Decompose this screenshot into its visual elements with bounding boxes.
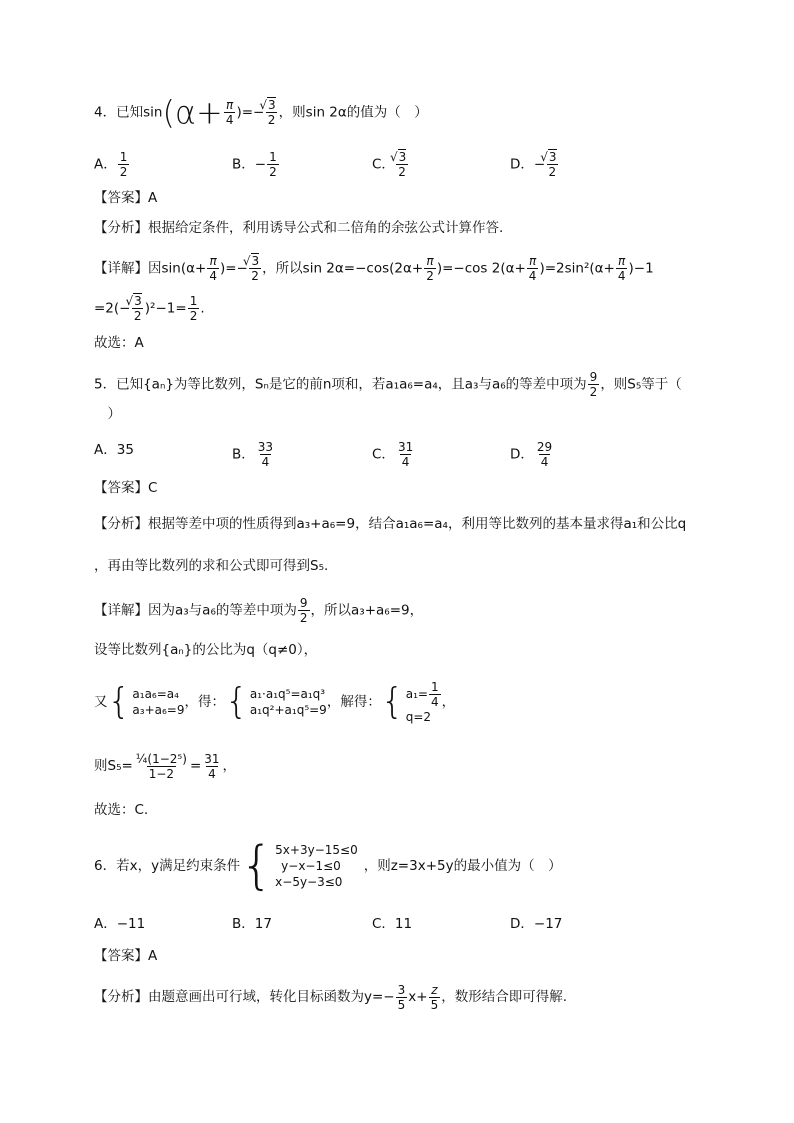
q4-pi-frac	[224, 98, 236, 127]
q5-brace-1: {	[107, 681, 131, 722]
q6-analysis-c: ，数形结合即可得解.	[441, 989, 568, 1005]
q4-four: 4	[225, 113, 234, 127]
q5-b-num: 33	[257, 440, 274, 454]
q4-detail-mid: )=−	[219, 260, 248, 277]
q4-c-label: C．	[372, 156, 395, 173]
q5-sys3-den: 4	[430, 694, 439, 709]
q5-detail-num: 9	[299, 596, 308, 610]
q5-sum-rnum: 31	[204, 751, 220, 766]
q4-b-num: 1	[269, 150, 277, 164]
q5-detail	[94, 596, 423, 625]
q4-detail-four3: 4	[528, 269, 537, 283]
q5-sys3-l2: q=2	[405, 709, 432, 724]
q4-line2-den: 2	[189, 309, 198, 323]
q6-analysis-num1: 3	[397, 982, 406, 997]
q4-line2-c: .	[200, 300, 205, 317]
q6-brace: {	[240, 836, 274, 896]
q6-analysis-num2: z	[431, 982, 438, 997]
q6-stem-tail: ，则z=3x+5y的最小值为（ ）	[363, 858, 562, 874]
q5-option-b	[232, 440, 276, 469]
q6-c2: y−x−1≤0	[281, 859, 341, 873]
q4-detail-two2: 2	[426, 269, 434, 283]
q4-detail-label: 【详解】因sin(α+	[94, 260, 207, 277]
q5-detail-den: 2	[299, 611, 308, 625]
q5-d-label: D．	[510, 446, 534, 463]
q4-stem-text: 4．已知sin	[94, 104, 163, 121]
q6-stem	[94, 836, 562, 896]
q5-sys1-l2: a₃+a₆=9	[132, 703, 185, 717]
q5-stem-num: 9	[589, 370, 598, 384]
q4-option-d	[510, 150, 560, 179]
q5-sum-den: 1−2	[148, 766, 175, 781]
q5-stem-cont: ）	[94, 406, 121, 422]
q4-detail-b: ，所以sin 2α=−cos(2α+	[262, 260, 424, 277]
q5-sum-eq: =	[189, 758, 202, 774]
q5-sys-you: 又	[94, 694, 108, 710]
q5-option-a: A．35	[94, 442, 134, 458]
q4-detail-line2	[94, 294, 205, 323]
q5-answer: 【答案】C	[94, 480, 158, 496]
q5-sys3-num: 1	[430, 679, 439, 694]
q5-sum-s: S₅=	[107, 758, 133, 774]
q4-sqrt3: √ 3	[267, 97, 275, 112]
q4-b-label: B．−	[232, 156, 267, 173]
q4-detail-four4: 4	[617, 269, 626, 283]
q4-d-num: √ 3	[548, 149, 556, 164]
q4-detail-sqrt: √ 3	[251, 253, 259, 268]
q4-close: )=−	[236, 104, 265, 121]
q5-c-num: 31	[397, 440, 414, 454]
q4-a-den: 2	[119, 165, 128, 179]
q4-stem	[94, 93, 428, 132]
q6-option-a: A．−11	[94, 916, 146, 932]
q5-b-label: B．	[232, 446, 255, 463]
q4-option-b	[232, 150, 280, 179]
q5-detail-b: ，所以a₃+a₆=9，	[310, 602, 424, 619]
q5-analysis-1: 【分析】根据等差中项的性质得到a₃+a₆=9，结合a₁a₆=a₄，利用等比数列的基本量求得a₁和公比q	[94, 516, 687, 532]
q5-system-3	[381, 680, 442, 725]
q5-sys3-a: a₁=	[405, 686, 428, 701]
q6-c1: 5x+3y−15≤0	[275, 843, 358, 857]
q4-d-label: D．−	[510, 156, 546, 173]
q5-stem	[94, 370, 682, 399]
q5-d-num: 29	[536, 440, 553, 454]
q5-sum	[94, 746, 236, 786]
q4-a-num: 1	[119, 150, 128, 164]
q5-analysis-2: ，再由等比数列的求和公式即可得到S₅.	[94, 558, 329, 574]
q5-sys1-l1: a₁a₆=a₄	[132, 687, 179, 701]
q5-sys-end: ，	[441, 694, 456, 710]
q5-d-den: 4	[540, 455, 549, 469]
q4-detail-line1	[94, 254, 654, 283]
q5-sum-end: ，	[222, 758, 237, 774]
q4-answer: 【答案】A	[94, 190, 158, 206]
q6-analysis-den2: 5	[430, 997, 439, 1012]
q4-line2-a: =2(−	[94, 300, 131, 317]
q4-two: 2	[267, 113, 276, 127]
q5-c-den: 4	[401, 455, 410, 469]
q5-sys2-l1: a₁·a₁q⁵=a₁q³	[249, 687, 326, 701]
q6-analysis	[94, 980, 567, 1014]
q4-paren: (α+	[162, 93, 223, 132]
q4-line2-two: 2	[133, 309, 142, 323]
q4-option-c	[372, 150, 409, 179]
q4-detail-d: )=2sin²(α+	[539, 260, 615, 277]
q4-c-num: √ 3	[398, 149, 406, 164]
q4-option-a	[94, 150, 130, 179]
q4-detail-c: )=−cos 2(α+	[436, 260, 526, 277]
q5-systems	[94, 680, 455, 724]
q6-analysis-b: x+	[408, 989, 428, 1005]
q6-option-b: B．17	[232, 916, 272, 932]
q4-b-den: 2	[269, 165, 277, 179]
q4-line2-b: )²−1=	[144, 300, 187, 317]
q5-sum-rden: 4	[208, 766, 216, 781]
q6-analysis-a: 【分析】由题意画出可行域，转化目标函数为y=−	[94, 989, 395, 1005]
q4-analysis: 【分析】根据给定条件，利用诱导公式和二倍角的余弦公式计算作答.	[94, 220, 504, 236]
q5-brace-2: {	[224, 681, 248, 722]
q4-detail-e: )−1	[628, 260, 654, 277]
q6-option-c: C．11	[372, 916, 413, 932]
q4-stem-tail: ，则sin 2α的值为（ ）	[278, 104, 428, 121]
q5-detail-a: 【详解】因为a₃与a₆的等差中项为	[94, 602, 297, 619]
q5-c-label: C．	[372, 446, 395, 463]
q5-stem-den: 2	[589, 385, 598, 399]
q5-stem-tail: ，则S₅等于（	[600, 376, 682, 393]
q5-b-den: 4	[261, 455, 270, 469]
q6-constraints	[240, 838, 358, 894]
q5-system-2	[225, 682, 327, 722]
q6-stem-text: 6．若x，y满足约束条件	[94, 858, 241, 874]
q4-detail-pi4: π	[618, 254, 626, 268]
q4-detail-pi3: π	[529, 254, 537, 268]
q4-sqrt-frac	[265, 98, 277, 127]
q4-line2-sqrt: √ 3	[133, 293, 141, 308]
q5-choice: 故选：C.	[94, 802, 149, 818]
q5-ratio: 设等比数列{aₙ}的公比为q（q≠0），	[94, 642, 318, 658]
q6-analysis-den1: 5	[397, 997, 406, 1012]
q5-option-d	[510, 440, 555, 469]
q4-line2-num: 1	[189, 294, 198, 308]
q4-pi: π	[226, 98, 234, 112]
q4-d-den: 2	[548, 165, 557, 179]
q6-c3: x−5y−3≤0	[275, 875, 343, 889]
q5-stem-text: 5．已知{aₙ}为等比数列，Sₙ是它的前n项和，若a₁a₆=a₄，且a₃与a₆的等差中项为	[94, 376, 587, 393]
q6-answer: 【答案】A	[94, 948, 158, 964]
q4-choice: 故选：A	[94, 335, 144, 351]
q5-sum-ze: 则	[94, 758, 108, 774]
q5-sys-jie: ，解得：	[326, 694, 381, 710]
q5-sum-num: ¼(1−2⁵)	[135, 751, 187, 766]
q4-detail-pi2: π	[426, 254, 434, 268]
q4-detail-pi: π	[209, 254, 217, 268]
q4-detail-two: 2	[251, 269, 259, 283]
q5-system-1	[108, 682, 185, 722]
q5-sys-de: ，得：	[184, 694, 225, 710]
q5-option-c	[372, 440, 416, 469]
q6-option-d: D．−17	[510, 916, 563, 932]
q5-sys2-l2: a₁q²+a₁q⁵=9	[249, 703, 327, 717]
q4-a-label: A．	[94, 156, 117, 173]
q5-brace-3: {	[380, 681, 404, 722]
q4-detail-four: 4	[209, 269, 217, 283]
q4-c-den: 2	[398, 165, 406, 179]
